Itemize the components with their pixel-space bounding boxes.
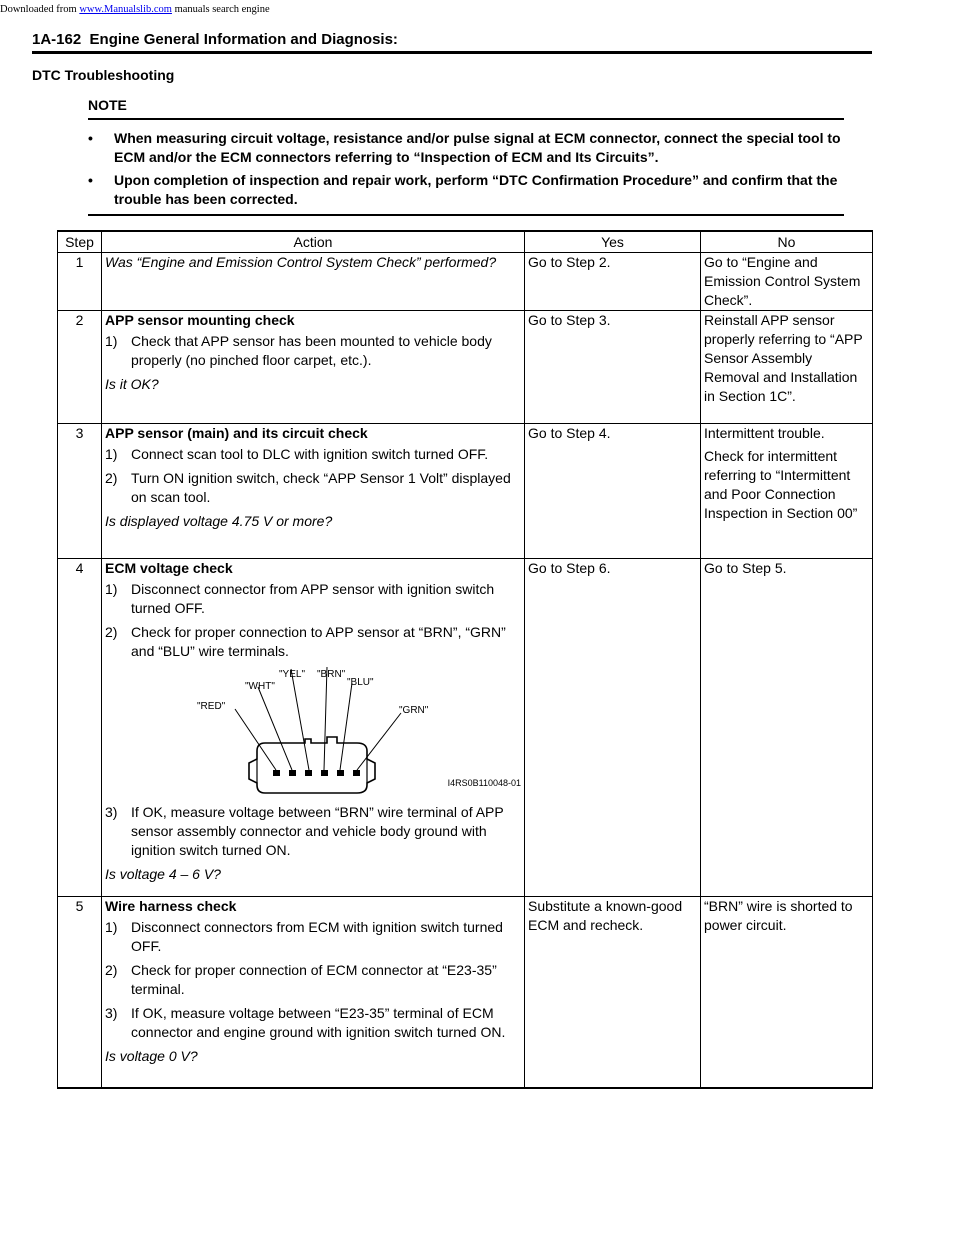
item-text: Check that APP sensor has been mounted to vehicle body properly (no pinched floor carpet, etc.).	[131, 333, 492, 368]
yes-cell: Go to Step 4.	[525, 424, 701, 559]
header-title: Engine General Information and Diagnosis:	[89, 31, 398, 48]
step-number: 3	[58, 424, 102, 559]
list-item	[105, 1004, 521, 1042]
no-cell: Go to Step 5.	[701, 559, 873, 897]
leader-line-red	[235, 709, 276, 770]
terminal	[321, 770, 328, 776]
step-title: Wire harness check	[105, 898, 237, 914]
item-number: 2)	[105, 962, 118, 978]
item-number: 1)	[105, 333, 118, 349]
bullet: •	[88, 172, 93, 188]
yes-cell: Go to Step 2.	[525, 253, 701, 311]
no-detail: Check for intermittent referring to “Intermittent and Poor Connection Inspection in Section 00”	[704, 448, 858, 521]
wire-label-yel: "YEL"	[279, 669, 306, 680]
yes-cell: Go to Step 3.	[525, 311, 701, 424]
item-number: 3)	[105, 804, 118, 820]
procedure-list	[105, 332, 521, 370]
step-title: APP sensor (main) and its circuit check	[105, 425, 368, 441]
list-item	[105, 918, 521, 956]
terminal	[289, 770, 296, 776]
question: Was “Engine and Emission Control System Check” performed?	[105, 254, 497, 270]
list-item	[105, 469, 521, 507]
question: Is it OK?	[105, 376, 159, 392]
header-step: Step	[58, 231, 102, 253]
action-cell	[102, 311, 525, 424]
note-item-text: When measuring circuit voltage, resistance and/or pulse signal at ECM connector, connect the special tool to ECM and/or the ECM connectors referring to “Inspection of ECM and Its Circuits”.	[114, 130, 841, 165]
terminal	[353, 770, 360, 776]
note-item-2	[88, 171, 844, 209]
step-number: 4	[58, 559, 102, 897]
step-number: 1	[58, 253, 102, 311]
wire-label-red: "RED"	[197, 701, 226, 712]
terminal	[337, 770, 344, 776]
bullet: •	[88, 130, 93, 146]
item-text: Check for proper connection of ECM connector at “E23-35” terminal.	[131, 962, 497, 997]
action-cell	[102, 424, 525, 559]
wire-label-wht: "WHT"	[245, 681, 275, 692]
connector-body	[249, 737, 375, 793]
page-number: 1A-162	[32, 31, 82, 48]
item-text: If OK, measure voltage between “BRN” wire terminal of APP sensor assembly connector and vehicle body ground with ignition switch turned ON.	[131, 804, 504, 858]
action-cell	[102, 559, 525, 897]
download-source-line	[0, 4, 270, 15]
list-item	[105, 803, 521, 860]
item-number: 2)	[105, 624, 118, 640]
action-cell	[102, 253, 525, 311]
list-item	[105, 623, 521, 661]
item-number: 1)	[105, 919, 118, 935]
item-text: Check for proper connection to APP sensor at “BRN”, “GRN” and “BLU” wire terminals.	[131, 624, 506, 659]
list-item	[105, 332, 521, 370]
no-cell	[701, 424, 873, 559]
procedure-list	[105, 445, 521, 507]
page-header	[32, 31, 398, 48]
header-yes: Yes	[525, 231, 701, 253]
item-text: Connect scan tool to DLC with ignition switch turned OFF.	[131, 446, 489, 462]
table-header-row	[58, 231, 873, 253]
item-number: 3)	[105, 1005, 118, 1021]
item-number: 2)	[105, 470, 118, 486]
header-rule	[32, 51, 872, 54]
action-cell	[102, 897, 525, 1089]
procedure-list	[105, 803, 521, 860]
leader-line-grn	[357, 713, 401, 770]
no-cell: Reinstall APP sensor properly referring to “APP Sensor Assembly Removal and Installation in Section 1C”.	[701, 311, 873, 424]
download-suffix: manuals search engine	[171, 4, 270, 15]
dtc-troubleshooting-table	[57, 230, 873, 1089]
leader-line-yel	[291, 669, 309, 770]
app-sensor-connector-figure	[105, 667, 521, 799]
question: Is voltage 0 V?	[105, 1048, 198, 1064]
step-title: ECM voltage check	[105, 560, 233, 576]
note-top-rule	[88, 118, 844, 120]
yes-cell: Substitute a known-good ECM and recheck.	[525, 897, 701, 1089]
no-text: Intermittent trouble.	[704, 425, 825, 441]
list-item	[105, 580, 521, 618]
manualslib-link[interactable]: www.Manualslib.com	[79, 4, 172, 15]
leader-line-blu	[340, 683, 352, 770]
yes-cell: Go to Step 6.	[525, 559, 701, 897]
table-row	[58, 424, 873, 559]
item-text: Turn ON ignition switch, check “APP Sensor 1 Volt” displayed on scan tool.	[131, 470, 511, 505]
table-row	[58, 311, 873, 424]
download-prefix: Downloaded from	[0, 4, 80, 15]
leader-line-wht	[258, 687, 292, 770]
no-cell: Go to “Engine and Emission Control System Check”.	[701, 253, 873, 311]
item-text: Disconnect connector from APP sensor with ignition switch turned OFF.	[131, 581, 495, 616]
wire-label-grn: "GRN"	[399, 705, 429, 716]
step-number: 2	[58, 311, 102, 424]
header-no: No	[701, 231, 873, 253]
note-item-1	[88, 129, 844, 167]
table-row	[58, 897, 873, 1089]
wire-label-brn: "BRN"	[317, 669, 346, 680]
table-row	[58, 559, 873, 897]
section-title: DTC Troubleshooting	[32, 67, 175, 83]
table-row	[58, 253, 873, 311]
procedure-list	[105, 580, 521, 661]
figure-code: I4RS0B110048-01	[447, 778, 521, 788]
leader-line-brn	[324, 667, 327, 770]
note-bottom-rule	[88, 214, 844, 216]
step-title: APP sensor mounting check	[105, 312, 295, 328]
question: Is voltage 4 – 6 V?	[105, 866, 221, 882]
item-text: If OK, measure voltage between “E23-35” terminal of ECM connector and engine ground with ignition switch turned ON.	[131, 1005, 506, 1040]
header-action: Action	[102, 231, 525, 253]
list-item	[105, 445, 521, 464]
list-item	[105, 961, 521, 999]
wire-label-blu: "BLU"	[347, 677, 374, 688]
item-number: 1)	[105, 446, 118, 462]
step-number: 5	[58, 897, 102, 1089]
item-number: 1)	[105, 581, 118, 597]
terminal	[273, 770, 280, 776]
note-item-text: Upon completion of inspection and repair work, perform “DTC Confirmation Procedure” and confirm that the trouble has been corrected.	[114, 172, 838, 207]
procedure-list	[105, 918, 521, 1042]
no-cell: “BRN” wire is shorted to power circuit.	[701, 897, 873, 1089]
note-label: NOTE	[88, 97, 127, 113]
terminal	[305, 770, 312, 776]
item-text: Disconnect connectors from ECM with ignition switch turned OFF.	[131, 919, 503, 954]
question: Is displayed voltage 4.75 V or more?	[105, 513, 333, 529]
